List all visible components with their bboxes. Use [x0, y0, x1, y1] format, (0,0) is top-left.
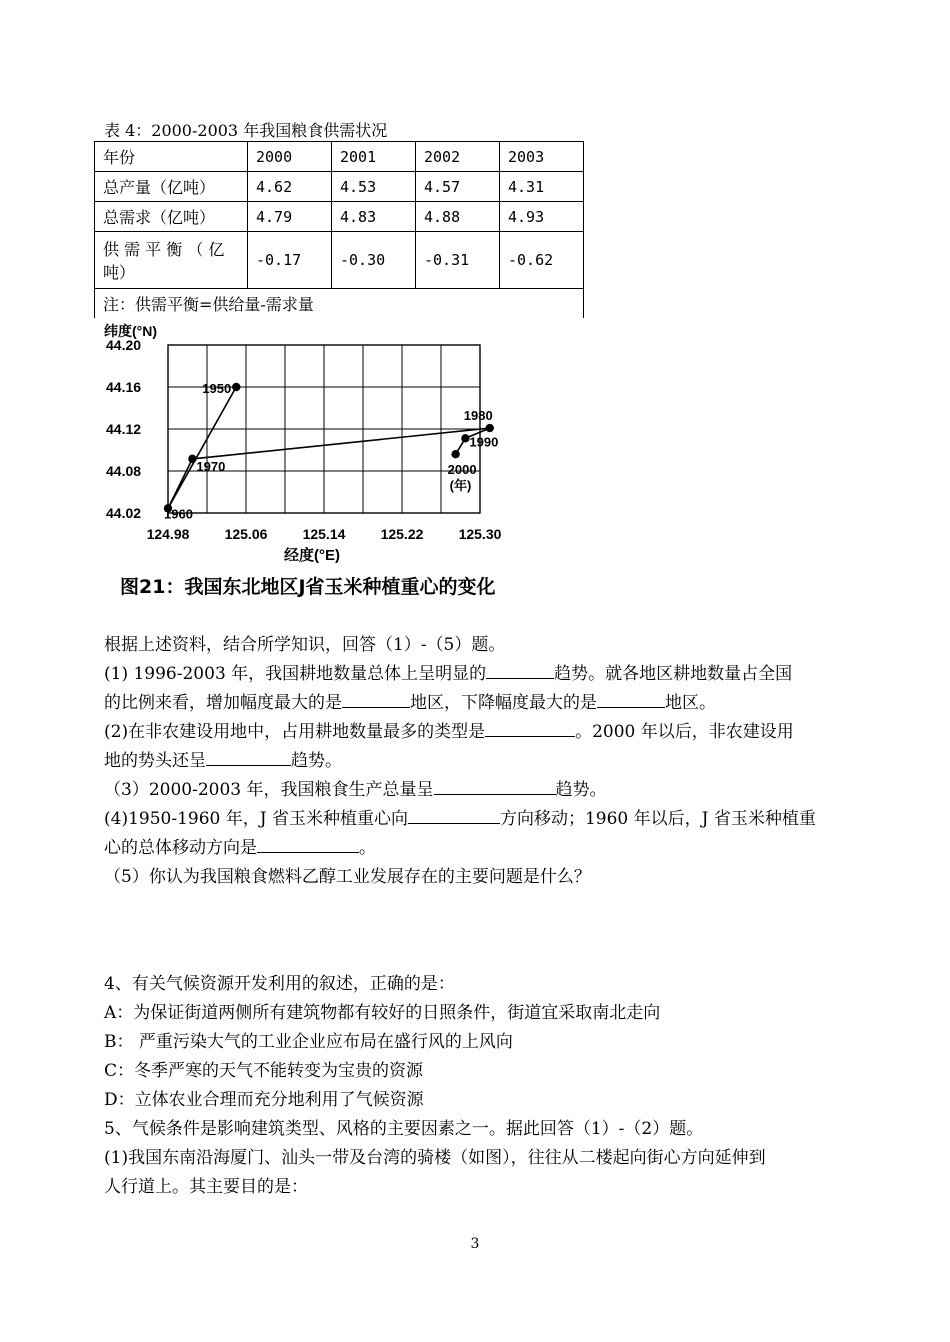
- q2-line1: (2)在非农建设用地中，占用耕地数量最多的类型是 。2000 年以后，非农建设用: [104, 718, 854, 747]
- point-label: 2000: [447, 462, 477, 478]
- point-label: 1950: [202, 381, 232, 396]
- q1-line1: (1) 1996-2003 年，我国耕地数量总体上呈明显的 趋势。就各地区耕地数量占全国: [104, 660, 854, 689]
- table-caption: 表 4：2000-2003 年我国粮食供需状况: [104, 121, 388, 140]
- data-point: [461, 434, 469, 442]
- point-label: 1980: [463, 408, 493, 424]
- table-cell: -0.62: [500, 232, 584, 289]
- q5-stem: 5、气候条件是影响建筑类型、风格的主要因素之一。据此回答（1）-（2）题。: [104, 1119, 704, 1139]
- data-point: [188, 455, 196, 463]
- answer-blank[interactable]: [342, 689, 410, 708]
- x-tick-label: 125.14: [302, 526, 346, 542]
- table-header-cell: 2002: [416, 142, 500, 172]
- table-note: 注：供需平衡=供给量-需求量: [95, 289, 584, 319]
- corn-centroid-chart: [96, 320, 536, 570]
- answer-blank[interactable]: [257, 834, 359, 853]
- table-header-cell: 年份: [95, 142, 248, 172]
- q5-line: （5）你认为我国粮食燃料乙醇工业发展存在的主要问题是什么？: [104, 867, 591, 887]
- page-number: 3: [470, 1236, 480, 1252]
- table-cell: 4.62: [248, 172, 332, 202]
- intro-line: 根据上述资料，结合所学知识，回答（1）-（5）题。: [104, 635, 506, 655]
- option-a: A：为保证街道两侧所有建筑物都有较好的日照条件，街道宜采取南北走向: [104, 1003, 661, 1023]
- answer-blank[interactable]: [486, 660, 554, 679]
- answer-blank[interactable]: [434, 776, 556, 795]
- q1-line2: 的比例来看，增加幅度最大的是 地区，下降幅度最大的是 地区。: [104, 689, 854, 718]
- year-unit-label: (年): [449, 478, 472, 494]
- q5-part1-line1: (1)我国东南沿海厦门、汕头一带及台湾的骑楼（如图），往往从二楼起向街心方向延伸到: [104, 1148, 766, 1168]
- x-tick-label: 124.98: [146, 526, 190, 542]
- q4-line2: 心的总体移动方向是 。: [104, 834, 854, 863]
- table-header-cell: 2000: [248, 142, 332, 172]
- table-cell: -0.30: [332, 232, 416, 289]
- table-cell: 4.93: [500, 202, 584, 232]
- x-axis-label: 经度(°E): [284, 547, 340, 564]
- y-tick-label: 44.08: [106, 463, 142, 479]
- point-label: 1990: [469, 434, 499, 450]
- table-cell: 总需求（亿吨）: [95, 202, 248, 232]
- answer-blank[interactable]: [408, 805, 500, 824]
- table-note-row: [95, 289, 584, 319]
- answer-blank[interactable]: [206, 747, 291, 766]
- table-cell: 4.31: [500, 172, 584, 202]
- point-label: 1960: [164, 506, 193, 522]
- y-tick-label: 44.16: [106, 379, 142, 395]
- q3-line: （3）2000-2003 年，我国粮食生产总量呈 趋势。: [104, 776, 854, 805]
- table-row: [95, 232, 584, 289]
- answer-blank[interactable]: [597, 689, 665, 708]
- table-cell: 4.57: [416, 172, 500, 202]
- table-cell: 4.79: [248, 202, 332, 232]
- option-b: B： 严重污染大气的工业企业应布局在盛行风的上风向: [104, 1032, 513, 1052]
- q4-stem: 4、有关气候资源开发利用的叙述，正确的是：: [104, 974, 455, 994]
- grain-supply-table: [94, 141, 584, 318]
- option-c: C：冬季严寒的天气不能转变为宝贵的资源: [104, 1061, 424, 1081]
- y-tick-label: 44.20: [106, 337, 142, 353]
- q2-line2: 地的势头还呈 趋势。: [104, 747, 854, 776]
- table-row: [95, 202, 584, 232]
- x-tick-label: 125.22: [380, 526, 424, 542]
- table-header-cell: 2001: [332, 142, 416, 172]
- centroid-path: [168, 387, 490, 508]
- y-axis-label: 纬度(°N): [104, 323, 158, 339]
- table-cell: 总产量（亿吨）: [95, 172, 248, 202]
- question-4-block: [104, 970, 854, 1202]
- table-cell: 4.53: [332, 172, 416, 202]
- option-d: D：立体农业合理而充分地利用了气候资源: [104, 1090, 424, 1110]
- figure-caption: 图21：我国东北地区J省玉米种植重心的变化: [120, 576, 496, 598]
- data-point: [232, 383, 240, 391]
- data-point: [486, 424, 494, 432]
- y-tick-label: 44.02: [106, 505, 142, 521]
- table-row: [95, 172, 584, 202]
- table-header-row: [95, 142, 584, 172]
- q5-part1-line2: 人行道上。其主要目的是：: [104, 1177, 308, 1197]
- q4-line1: (4)1950-1960 年，J 省玉米种植重心向 方向移动；1960 年以后，J 省玉米种植重: [104, 805, 854, 834]
- table-header-cell: 2003: [500, 142, 584, 172]
- answer-blank[interactable]: [485, 718, 575, 737]
- table-cell: 4.83: [332, 202, 416, 232]
- y-tick-label: 44.12: [106, 421, 142, 437]
- table-cell: 4.88: [416, 202, 500, 232]
- question-block: [104, 631, 854, 892]
- table-cell: -0.31: [416, 232, 500, 289]
- table-cell: 供 需 平 衡 （ 亿 吨）: [95, 232, 248, 289]
- x-tick-label: 125.06: [224, 526, 268, 542]
- table-cell: -0.17: [248, 232, 332, 289]
- data-point: [451, 450, 459, 458]
- x-tick-label: 125.30: [458, 526, 502, 542]
- point-label: 1970: [196, 458, 226, 474]
- chart-grid: [168, 345, 480, 513]
